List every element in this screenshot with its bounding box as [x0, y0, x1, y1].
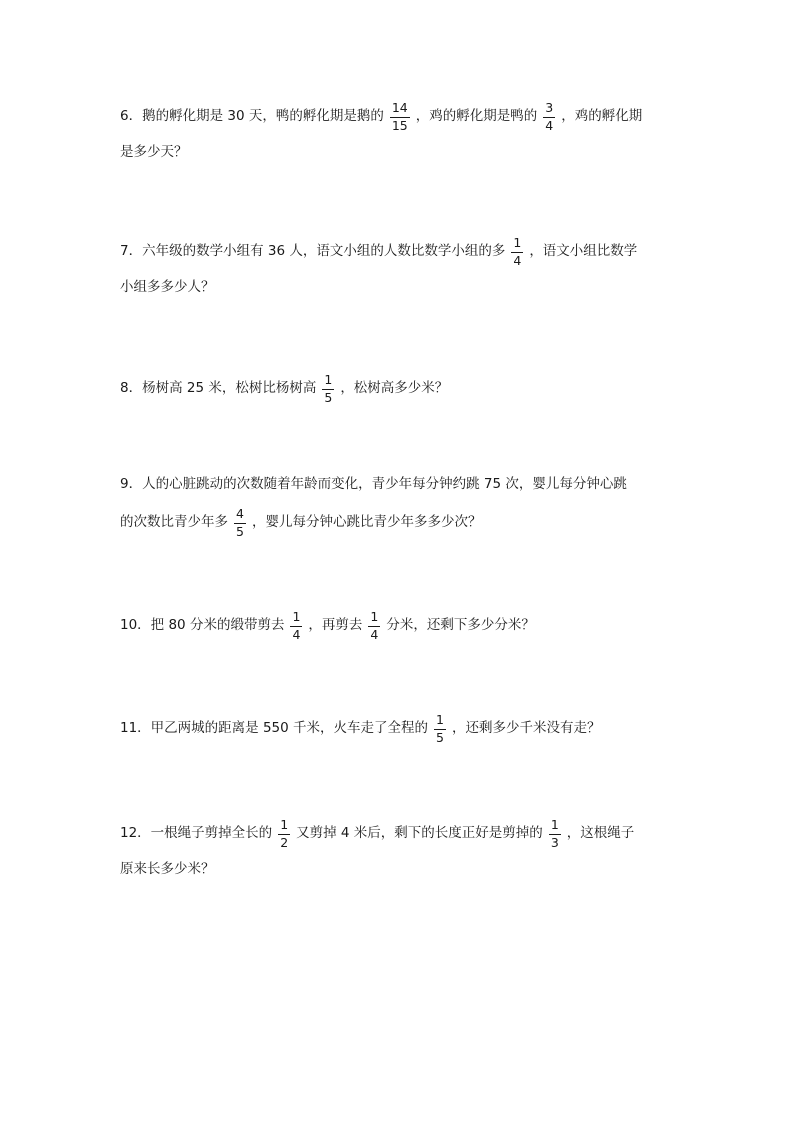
fraction [322, 374, 334, 404]
problem-text: 6．鹅的孵化期是 30 天，鸭的孵化期是鹅的 [120, 108, 384, 125]
fraction-numerator: 1 [513, 235, 522, 250]
fraction-numerator: 1 [370, 609, 379, 624]
fraction-numerator: 1 [292, 609, 301, 624]
fraction-numerator: 14 [391, 100, 408, 115]
problem-text: ，松树高多少米？ [340, 380, 449, 397]
problem-11 [120, 712, 680, 746]
fraction-numerator: 3 [545, 100, 554, 115]
problem-line: 原来长多少米？ [120, 861, 215, 878]
fraction-denominator: 4 [370, 626, 379, 642]
problem-line [120, 506, 680, 540]
problem-line: 小组多多少人？ [120, 279, 215, 296]
fraction-numerator: 1 [324, 372, 333, 387]
fraction-denominator: 2 [280, 834, 289, 850]
fraction [434, 714, 446, 744]
problem-6 [120, 100, 680, 164]
problem-line [120, 609, 680, 643]
problem-text: 7．六年级的数学小组有 36 人，语文小组的人数比数学小组的多 [120, 243, 506, 260]
problem-line [120, 817, 680, 851]
fraction-numerator: 1 [550, 817, 559, 832]
problem-text: 分米，还剩下多少分米？ [386, 617, 535, 634]
problem-text: 8．杨树高 25 米，松树比杨树高 [120, 380, 317, 397]
fraction [290, 611, 302, 641]
fraction [549, 819, 561, 849]
problem-9 [120, 468, 680, 540]
problem-line [120, 372, 680, 406]
problem-text: ，婴儿每分钟心跳比青少年多多少次？ [251, 514, 482, 531]
problem-text: ，鸡的孵化期 [561, 108, 643, 125]
problem-text: ，再剪去 [308, 617, 363, 634]
fraction-denominator: 15 [391, 117, 408, 133]
fraction [390, 102, 410, 132]
problem-text: ，鸡的孵化期是鸭的 [415, 108, 538, 125]
fraction-denominator: 5 [236, 523, 244, 539]
problem-text: 又剪掉 4 米后，剩下的长度正好是剪掉的 [296, 825, 543, 842]
problem-text: ，这根绳子 [566, 825, 635, 842]
problem-text: 12．一根绳子剪掉全长的 [120, 825, 273, 842]
fraction-denominator: 5 [324, 389, 333, 405]
fraction-denominator: 4 [545, 117, 554, 133]
problem-line: 是多少天？ [120, 144, 188, 161]
problem-text: ，语文小组比数学 [529, 243, 638, 260]
problem-line [120, 712, 680, 746]
fraction-denominator: 4 [292, 626, 301, 642]
fraction-denominator: 5 [436, 729, 444, 745]
problem-line [120, 235, 680, 269]
problem-10 [120, 609, 680, 643]
problem-text: 的次数比青少年多 [120, 514, 228, 531]
problem-line [120, 100, 680, 134]
fraction-denominator: 3 [550, 834, 559, 850]
problem-text: 10．把 80 分米的缎带剪去 [120, 617, 285, 634]
fraction [368, 611, 380, 641]
problem-8 [120, 372, 680, 406]
fraction-denominator: 4 [513, 252, 522, 268]
problem-text: 11．甲乙两城的距离是 550 千米，火车走了全程的 [120, 720, 429, 737]
fraction [511, 237, 523, 267]
problem-7 [120, 235, 680, 299]
fraction-numerator: 1 [280, 817, 289, 832]
fraction [278, 819, 290, 849]
fraction-numerator: 1 [436, 712, 444, 727]
problem-text: ，还剩多少千米没有走？ [451, 720, 601, 737]
problem-line [120, 468, 680, 502]
problem-12 [120, 817, 680, 881]
problem-text: 9．人的心脏跳动的次数随着年龄而变化，青少年每分钟约跳 75 次，婴儿每分钟心跳 [120, 476, 627, 493]
fraction [543, 102, 555, 132]
fraction [234, 508, 246, 538]
fraction-numerator: 4 [236, 506, 244, 521]
